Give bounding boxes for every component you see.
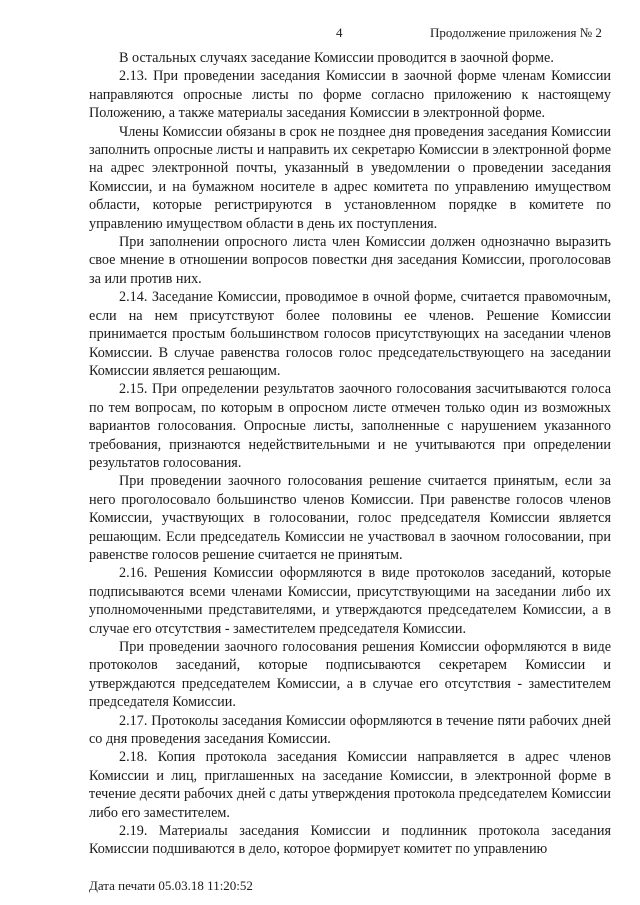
document-body — [89, 49, 611, 859]
appendix-continuation-header: Продолжение приложения № 2 — [430, 25, 602, 40]
paragraph: 2.15. При определении результатов заочного голосования засчитываются голоса по тем вопросам, по которым в опросном листе отмечен только один из возможных вариантов голосования. Опросные листы, заполненные с нарушением указанного требования, признаются недействительными и не учитываются при определении результатов голосования. — [89, 381, 611, 471]
paragraph: 2.16. Решения Комиссии оформляются в виде протоколов заседаний, которые подписываются всеми членами Комиссии, присутствующими на заседании либо их уполномоченными представителями, и утверждаются председателем Комиссии, а в случае его отсутствия - заместителем председателя Комиссии. — [89, 565, 611, 637]
paragraph: 2.18. Копия протокола заседания Комиссии направляется в адрес членов Комиссии и лиц, приглашенных на заседание Комиссии, в электронной форме в течение десяти рабочих дней с даты утверждения протокола председателем Комиссии либо его заместителем. — [89, 749, 611, 821]
paragraph: 2.17. Протоколы заседания Комиссии оформляются в течение пяти рабочих дней со дня проведения заседания Комиссии. — [89, 712, 611, 748]
page-number: 4 — [336, 25, 343, 40]
paragraph: В остальных случаях заседание Комиссии проводится в заочной форме. — [119, 50, 554, 66]
paragraph: При заполнении опросного листа член Комиссии должен однозначно выразить свое мнение в отношении вопросов повестки дня заседания Комиссии, проголосовав за или против них. — [89, 234, 611, 287]
paragraph: При проведении заочного голосования решения Комиссии оформляются в виде протоколов заседаний, которые подписываются секретарем Комиссии и утверждаются председателем Комиссии, а в случае его отсутствия - заместителем председателя Комиссии. — [89, 639, 611, 711]
print-date-footer: Дата печати 05.03.18 11:20:52 — [89, 878, 253, 893]
paragraph: 2.19. Материалы заседания Комиссии и подлинник протокола заседания Комиссии подшиваются в дело, которое формирует комитет по управлению — [89, 823, 611, 858]
paragraph: 2.14. Заседание Комиссии, проводимое в очной форме, считается правомочным, если на нем присутствуют более половины ее членов. Решение Комиссии принимается простым большинством голосов присутствующих на заседании членов Комиссии. В случае равенства голосов голос председательствующего на заседании Комиссии является решающим. — [89, 289, 611, 379]
paragraph: 2.13. При проведении заседания Комиссии в заочной форме членам Комиссии направляются опросные листы по форме согласно приложению к настоящему Положению, а также материалы заседания Комиссии в электронной форме. — [89, 68, 611, 122]
paragraph: При проведении заочного голосования решение считается принятым, если за него проголосовало большинство членов Комиссии. При равенстве голосов членов Комиссии, участвующих в голосовании, голос председателя Комиссии является решающим. Если председатель Комиссии не участвовал в заочном голосовании, при равенстве голосов решение считается не принятым. — [89, 473, 611, 563]
paragraph: Члены Комиссии обязаны в срок не позднее дня проведения заседания Комиссии заполнить опросные листы и направить их секретарю Комиссии в электронной форме на адрес электронной почты, указанный в уведомлении о проведении заседания Комиссии, и на бумажном носителе в адрес комитета по управлению имуществом области, которые регистрируются в установленном порядке в комитете по управлению имуществом области в день их поступления. — [89, 123, 611, 232]
